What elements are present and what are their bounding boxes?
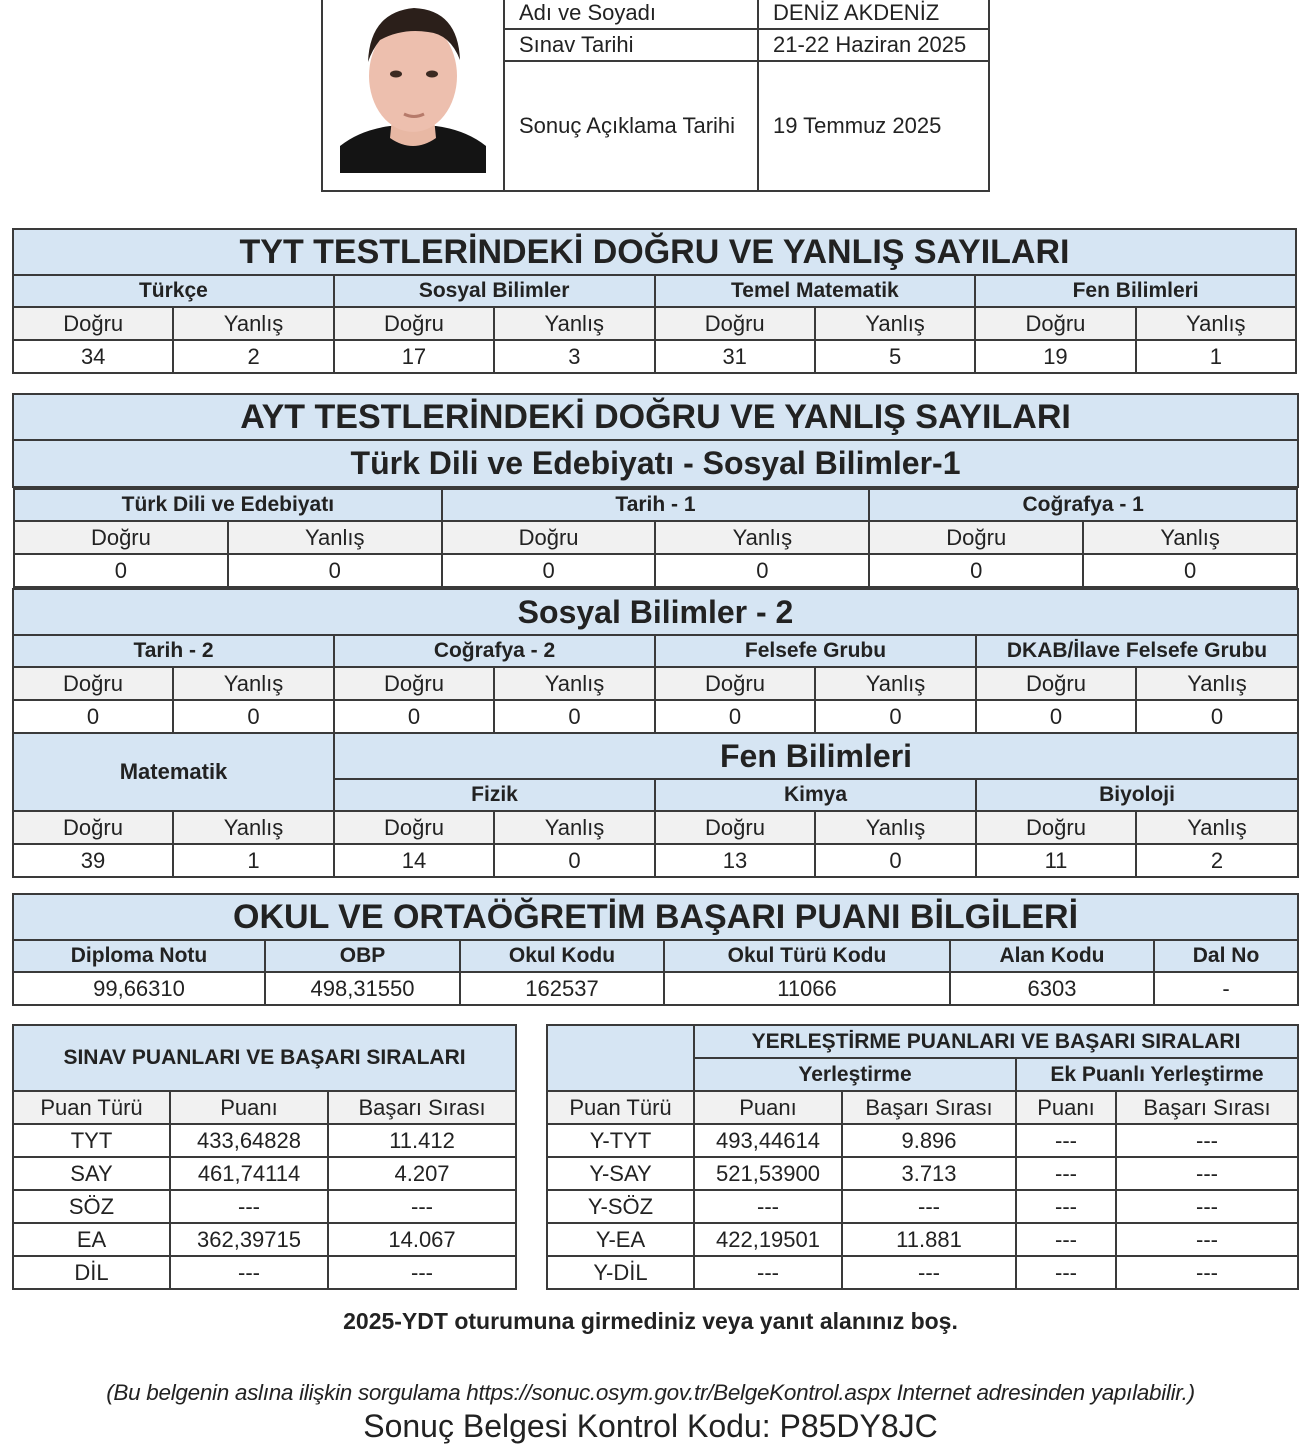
tyt-subject-temel-matematik: Temel Matematik <box>655 275 976 307</box>
table-row <box>13 1223 516 1256</box>
bonus-placement-group: Ek Puanlı Yerleştirme <box>1016 1058 1298 1091</box>
correct-label: Doğru <box>869 521 1083 554</box>
table-row <box>547 1190 1298 1223</box>
table-row <box>547 1223 1298 1256</box>
ayt-subject-tde: Türk Dili ve Edebiyatı <box>14 489 442 521</box>
candidate-info-table <box>321 0 990 192</box>
score-value: 493,44614 <box>694 1124 842 1157</box>
wrong-label: Yanlış <box>815 811 976 844</box>
wrong-value: 0 <box>494 700 655 733</box>
wrong-label: Yanlış <box>655 521 869 554</box>
school-code-value: 162537 <box>460 972 664 1005</box>
bonus-score-value: --- <box>1016 1124 1116 1157</box>
ayt-section2-title: Sosyal Bilimler - 2 <box>13 589 1298 635</box>
correct-label: Doğru <box>655 811 815 844</box>
wrong-label: Yanlış <box>1136 307 1296 340</box>
branch-no-header: Dal No <box>1154 940 1298 972</box>
rank-value: 4.207 <box>328 1157 516 1190</box>
field-code-value: 6303 <box>950 972 1154 1005</box>
diploma-header: Diploma Notu <box>13 940 265 972</box>
tyt-title: TYT TESTLERİNDEKİ DOĞRU VE YANLIŞ SAYILARI <box>13 229 1296 275</box>
ayt-subject-dkab: DKAB/İlave Felsefe Grubu <box>976 635 1298 667</box>
score-value: 362,39715 <box>170 1223 328 1256</box>
correct-value: 0 <box>442 554 656 587</box>
school-table <box>12 893 1299 1006</box>
score-type: Y-SAY <box>547 1157 694 1190</box>
branch-no-value: - <box>1154 972 1298 1005</box>
school-title: OKUL VE ORTAÖĞRETİM BAŞARI PUANI BİLGİLERİ <box>13 894 1298 940</box>
ayt-subject-kimya: Kimya <box>655 779 976 811</box>
correct-value: 13 <box>655 844 815 877</box>
rank-header: Başarı Sırası <box>842 1091 1016 1124</box>
tyt-subject-turkce: Türkçe <box>13 275 334 307</box>
correct-value: 39 <box>13 844 173 877</box>
wrong-value: 5 <box>815 340 975 373</box>
rank-value: 3.713 <box>842 1157 1016 1190</box>
wrong-label: Yanlış <box>815 307 975 340</box>
ayt-section1-title: Türk Dili ve Edebiyatı - Sosyal Bilimler-1 <box>13 440 1298 487</box>
correct-value: 0 <box>334 700 494 733</box>
correct-value: 14 <box>334 844 494 877</box>
exam-date-value: 21-22 Haziran 2025 <box>758 29 989 61</box>
wrong-value: 0 <box>655 554 869 587</box>
correct-value: 0 <box>13 700 173 733</box>
wrong-value: 1 <box>173 844 334 877</box>
score-header: Puanı <box>694 1091 842 1124</box>
score-type: SÖZ <box>13 1190 170 1223</box>
result-date-label: Sonuç Açıklama Tarihi <box>504 61 758 191</box>
placement-scores-table <box>546 1024 1299 1290</box>
candidate-photo <box>322 0 504 191</box>
placement-group: Yerleştirme <box>694 1058 1016 1091</box>
ayt-subject-felsefe: Felsefe Grubu <box>655 635 976 667</box>
wrong-label: Yanlış <box>173 307 333 340</box>
score-type-header: Puan Türü <box>547 1091 694 1124</box>
rank-value: --- <box>328 1190 516 1223</box>
score-type: Y-EA <box>547 1223 694 1256</box>
rank-value: --- <box>328 1256 516 1289</box>
bonus-score-header: Puanı <box>1016 1091 1116 1124</box>
diploma-value: 99,66310 <box>13 972 265 1005</box>
wrong-value: 2 <box>1136 844 1298 877</box>
bonus-rank-value: --- <box>1116 1157 1298 1190</box>
correct-label: Doğru <box>442 521 656 554</box>
correct-value: 19 <box>975 340 1135 373</box>
wrong-label: Yanlış <box>1136 667 1298 700</box>
correct-label: Doğru <box>975 307 1135 340</box>
score-type: Y-DİL <box>547 1256 694 1289</box>
wrong-label: Yanlış <box>173 667 334 700</box>
correct-label: Doğru <box>14 521 228 554</box>
exam-scores-table <box>12 1024 517 1290</box>
correct-value: 31 <box>655 340 815 373</box>
photo-image <box>340 0 486 173</box>
correct-value: 0 <box>655 700 815 733</box>
correct-label: Doğru <box>655 307 815 340</box>
name-value: DENİZ AKDENİZ <box>758 0 989 29</box>
ayt-subject-cografya2: Coğrafya - 2 <box>334 635 655 667</box>
wrong-value: 3 <box>494 340 654 373</box>
name-label: Adı ve Soyadı <box>504 0 758 29</box>
correct-value: 0 <box>976 700 1136 733</box>
ayt-subject-biyoloji: Biyoloji <box>976 779 1298 811</box>
score-type: Y-TYT <box>547 1124 694 1157</box>
correct-label: Doğru <box>13 307 173 340</box>
bonus-rank-value: --- <box>1116 1256 1298 1289</box>
table-row <box>13 1124 516 1157</box>
correct-value: 17 <box>334 340 494 373</box>
field-code-header: Alan Kodu <box>950 940 1154 972</box>
bonus-score-value: --- <box>1016 1190 1116 1223</box>
wrong-value: 0 <box>173 700 334 733</box>
ayt-title: AYT TESTLERİNDEKİ DOĞRU VE YANLIŞ SAYILARI <box>13 394 1298 440</box>
bonus-rank-value: --- <box>1116 1124 1298 1157</box>
rank-value: --- <box>842 1190 1016 1223</box>
table-row <box>547 1256 1298 1289</box>
school-code-header: Okul Kodu <box>460 940 664 972</box>
wrong-value: 0 <box>1136 700 1298 733</box>
bonus-score-value: --- <box>1016 1256 1116 1289</box>
wrong-value: 0 <box>815 700 976 733</box>
rank-value: 9.896 <box>842 1124 1016 1157</box>
placement-title: YERLEŞTİRME PUANLARI VE BAŞARI SIRALARI <box>694 1025 1298 1058</box>
table-row <box>13 1256 516 1289</box>
correct-value: 0 <box>14 554 228 587</box>
result-date-value: 19 Temmuz 2025 <box>758 61 989 191</box>
score-value: --- <box>170 1256 328 1289</box>
bonus-rank-value: --- <box>1116 1223 1298 1256</box>
correct-label: Doğru <box>13 811 173 844</box>
correct-value: 11 <box>976 844 1136 877</box>
ayt-subject-matematik: Matematik <box>13 733 334 811</box>
correct-label: Doğru <box>334 811 494 844</box>
score-type: DİL <box>13 1256 170 1289</box>
wrong-value: 1 <box>1136 340 1296 373</box>
exam-date-label: Sınav Tarihi <box>504 29 758 61</box>
score-value: 433,64828 <box>170 1124 328 1157</box>
school-type-header: Okul Türü Kodu <box>664 940 950 972</box>
wrong-value: 2 <box>173 340 333 373</box>
ayt-section1-grid <box>13 488 1298 588</box>
score-value: 521,53900 <box>694 1157 842 1190</box>
ayt-table <box>12 393 1299 878</box>
placement-corner <box>547 1025 694 1091</box>
correct-label: Doğru <box>334 667 494 700</box>
bonus-rank-value: --- <box>1116 1190 1298 1223</box>
verification-note: (Bu belgenin aslına ilişkin sorgulama https://sonuc.osym.gov.tr/BelgeKontrol.aspx Internet adresinden yapılabilir.) <box>106 1380 1195 1405</box>
rank-value: 14.067 <box>328 1223 516 1256</box>
ayt-subject-cografya1: Coğrafya - 1 <box>869 489 1297 521</box>
correct-value: 0 <box>869 554 1083 587</box>
tyt-subject-sosyal: Sosyal Bilimler <box>334 275 655 307</box>
wrong-label: Yanlış <box>1136 811 1298 844</box>
score-value: --- <box>170 1190 328 1223</box>
wrong-value: 0 <box>1083 554 1297 587</box>
ayt-subject-fizik: Fizik <box>334 779 655 811</box>
score-type-header: Puan Türü <box>13 1091 170 1124</box>
table-row <box>13 1157 516 1190</box>
obp-value: 498,31550 <box>265 972 460 1005</box>
tyt-table <box>12 228 1297 374</box>
table-row <box>547 1157 1298 1190</box>
rank-value: 11.412 <box>328 1124 516 1157</box>
ayt-subject-tarih2: Tarih - 2 <box>13 635 334 667</box>
wrong-label: Yanlış <box>494 811 655 844</box>
wrong-label: Yanlış <box>1083 521 1297 554</box>
score-value: 422,19501 <box>694 1223 842 1256</box>
score-type: SAY <box>13 1157 170 1190</box>
wrong-value: 0 <box>228 554 442 587</box>
ydt-note: 2025-YDT oturumuna girmediniz veya yanıt alanınız boş. <box>343 1308 958 1334</box>
correct-label: Doğru <box>13 667 173 700</box>
table-row <box>13 1190 516 1223</box>
wrong-label: Yanlış <box>228 521 442 554</box>
tyt-subject-fen: Fen Bilimleri <box>975 275 1296 307</box>
score-header: Puanı <box>170 1091 328 1124</box>
wrong-label: Yanlış <box>173 811 334 844</box>
rank-value: 11.881 <box>842 1223 1016 1256</box>
wrong-label: Yanlış <box>494 667 655 700</box>
correct-label: Doğru <box>655 667 815 700</box>
table-row <box>547 1124 1298 1157</box>
score-value: --- <box>694 1190 842 1223</box>
score-type: EA <box>13 1223 170 1256</box>
obp-header: OBP <box>265 940 460 972</box>
correct-label: Doğru <box>976 667 1136 700</box>
rank-value: --- <box>842 1256 1016 1289</box>
score-value: --- <box>694 1256 842 1289</box>
score-type: Y-SÖZ <box>547 1190 694 1223</box>
ayt-subject-tarih1: Tarih - 1 <box>442 489 870 521</box>
correct-label: Doğru <box>976 811 1136 844</box>
bonus-score-value: --- <box>1016 1223 1116 1256</box>
rank-header: Başarı Sırası <box>328 1091 516 1124</box>
score-value: 461,74114 <box>170 1157 328 1190</box>
wrong-value: 0 <box>494 844 655 877</box>
wrong-label: Yanlış <box>494 307 654 340</box>
bonus-rank-header: Başarı Sırası <box>1116 1091 1298 1124</box>
bonus-score-value: --- <box>1016 1157 1116 1190</box>
score-type: TYT <box>13 1124 170 1157</box>
wrong-value: 0 <box>815 844 976 877</box>
exam-scores-title: SINAV PUANLARI VE BAŞARI SIRALARI <box>13 1025 516 1091</box>
correct-value: 34 <box>13 340 173 373</box>
school-type-value: 11066 <box>664 972 950 1005</box>
ayt-science-title: Fen Bilimleri <box>334 733 1298 779</box>
wrong-label: Yanlış <box>815 667 976 700</box>
control-code: Sonuç Belgesi Kontrol Kodu: P85DY8JC <box>363 1408 938 1444</box>
correct-label: Doğru <box>334 307 494 340</box>
